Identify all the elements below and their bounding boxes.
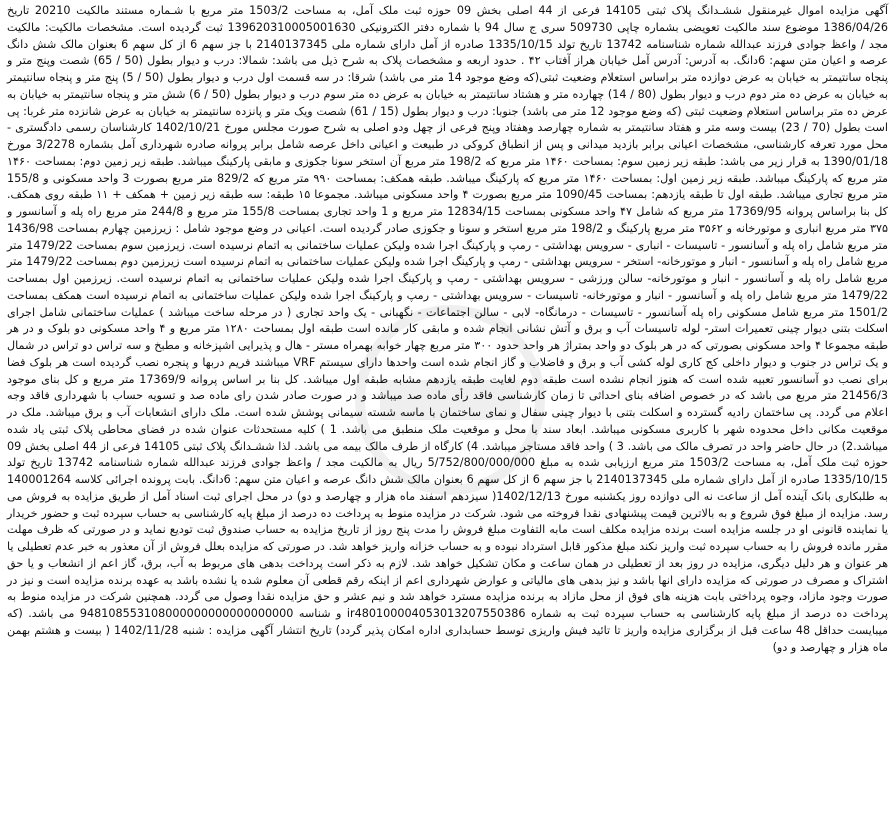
auction-notice: [5, 3, 890, 828]
notice-body: آگهی مزایده اموال غیرمنقول ششـدانگ پلاک ثبتی 14105 فرعی از 44 اصلی بخش 09 حوزه ثبت ملک آمل، به مساحت 1503/2 متر مربع با شـماره مستند مالکیت 20210 تاریخ 1386/04/26 موضوع سند مالکیت تعویضی بشماره چاپی 509730 سری ج سال 94 با شماره دفتر الکترونیکی 139620310005001630 ثبت گردیده است. مشخصات مالکیت: مالکیت مجد / واعظ جوادی فرزند عبدالله شماره شناسنامه 13742 تاریخ تولد 1335/10/15 صادره از آمل دارای شماره ملی 2140137345 با جز سهم 6 از کل سهم 6 بعنوان مالک شش دانگ عرصه و اعیان متن سهم: 6دانگ. به آدرس: آدرس آمل خیابان هراز آفتاب ۴۲ . حدود اربعه و مشخصات پلاک به شرح ذیل می باشد: شمالا: درب و دیوار بطول (50 / 65) شصت وپنج متر و پنجاه سانتیمتر به خیابان به عرض دوازده متر براساس استعلام وضعیت ثبتی(که وضع موجود 14 متر می باشد) شرقا: در سه قسمت اول درب و دیوار بطول (50 / 5) پنج متر و پنجاه سانتیمتر به خیابان به عرض ده متر دوم درب و دیوار بطول (80 / 14) چهارده متر و هشتاد سانتیمتر به خیابان به عرض ده متر سوم درب و دیوار بطول (50 / 6) شش متر و پنجاه سانتیمتر به خیابان به عرض ده متر براساس استعلام وضعیت ثبتی (که وضع موجود 12 متر می باشد) جنوبا: درب و دیوار بطول (15 / 61) شصت ویک متر و پانزده سانتیمتر به خیابان به عرض شانزده متر غربا: پی است بطول (70 / 23) بیست وسه متر و هفتاد سانتیمتر به شماره چهارصد وهفتاد وپنج فرعی از چهل ودو اصلی به شرح صورت مجلس مورخ 1402/10/21 کارشناسان رسمی دادگستری - محل مورد تعرفه کارشناسی، مشخصات اعیانی برابر بازدید میدانی و پس از انطباق کروکی در طبیعت و اعیانی داخل عرصه شامل برابر پروانه صادره شهرداری آمل بشماره 3/2278 مورخ 1390/01/18 به قرار زیر می باشد: طبقه زیر زمین سوم: بمساحت ۱۴۶۰ متر مربع که 198/2 متر مربع آن استخر سونا جکوزی و مابقی پارکینگ میباشد. طبقه زیر زمین دوم: بمساحت ۱۴۶۰ متر مربع که پارکینگ میباشد. طبقه زیر زمین اول: بمساحت ۱۴۶۰ متر مربع که پارکینگ میباشد. طبقه همکف: بمساحت ۹۹۰ متر مربع که 829/2 متر مربع بصورت 3 واحد مسکونی و 155/8 متر مربع تجاری میباشد. طبقه اول تا طبقه یازدهم: بمساحت 1090/45 متر مربع بصورت ۴ واحد مسکونی میباشد. مجموعا ۱۵ طبقه: سه طبقه زیر زمین + همکف + ۱۱ طبقه روی همکف. کل بنا براساس پروانه 17369/95 متر مربع که شامل ۴۷ واحد مسکونی بمساحت 12834/15 متر مربع و 1 واحد تجاری بمساحت 155/8 متر مربع و 244/8 متر مربع راه پله و آسانسور و ۳۷۵ متر مربع انباری و موتورخانه و ۳۵۶۲ متر مربع پارکینگ و 198/2 متر مربع استخر و سونا و جکوزی صادر گردیده است. اعیانی در وضع موجود شامل : زیرزمین چهارم بمساحت 1436/98 متر مربع شامل راه پله و آسانسور - تاسیسات - انباری - سرویس بهداشتی - رمپ و پارکینگ اجرا شده ولیکن عملیات ساختمانی به اتمام نرسیده است. زیرزمین سوم بمساحت 1479/22 متر مربع شامل راه پله و آسانسور - انبار و موتورخانه- استخر - سرویس بهداشتی - رمپ و پارکینگ اجرا شده ولیکن عملیات ساختمانی به اتمام نرسیده است زیرزمین دوم بمساحت 1479/22 متر مربع شامل راه پله و آسانسور - انبار و موتورخانه- سالن ورزشی - سرویس بهداشتی - رمپ و پارکینگ اجرا شده ولیکن عملیات ساختمانی به اتمام نرسیده است. زیرزمین اول بمساحت 1479/22 متر مربع شامل راه پله و آسانسور - انبار و موتورخانه- تاسیسات - سرویس بهداشتی - رمپ و پارکینگ اجرا شده ولیکن عملیات ساختمانی به اتمام نرسیده است همکف بمساحت 1501/2 متر مربع شامل مسکونی راه پله آسانسور - تاسیسات - درمانگاه- لابی - سالن اجتماعات - نگهبانی - یک واحد تجاری ( در مرحله ساخت میباشد ) عملیات ساختمانی شامل اجرای اسکلت بتنی دیوار چینی تعمیرات استر- لوله تاسیسات آب و برق و آتش نشانی انجام شده و مابقی کار مانده است طبقه اول بمساحت ۱۲۸۰ متر مربع و ۴ واحد مسکونی دو بلوک و در هر طبقه مجموعا ۴ واحد مسکونی بصورتی که در هر بلوک دو واحد بمتراژ هر واحد حدود ۳۰۰ متر مربع چهار خوابه بهمراه مستر - هال و پذیرایی اشپزخانه و مطبخ و سه تراس دو تراس در شمال و یک تراس در جنوب و دیوار داخلی کج کاری لوله کشی آب و برق و فاضلاب و گاز انجام شده است واحدها دارای سیستم VRF میباشند فریم دربها و پنجره نصب گردیده است هر بلوک فضا برای نصب دو آسانسور تعبیه شده است که هنوز انجام نشده است طبقه دوم لغایت طبقه یازدهم مشابه طبقه اول میباشد. کل بنا بر اساس پروانه 17369/9 متر مربع و کل بنای موجود 21456/3 متر مربع می باشد که در خصوص اضافه بنای احداثی تا زمان کارشناسی فاقد رأی ماده صد میباشد و در صورت صادر شدن رای ماده صد و تسویه حساب با شهرداری فاقد وجه اعلام می گردد. پی ساختمان راديه گسترده و اسکلت بتنی با دیوار چینی سفال و نمای ساختمان با ماسه شسته سیمانی پوشش شده است. ملک دارای انشعابات آب و برق میباشد. ملک در موقعیت مکانی داخل محدوده شهر با کاربری مسکونی میباشد. ابعاد سند با محل و موقعیت ملک منطبق می باشد. 1 ) کلیه مستحدثات عنوان شده در فضای محاطی پلاک ثبتی یاد شده میباشد.2) در حال حاضر واحد در تصرف مالک می باشد. 3 ) واحد فاقد مستاجر میباشد. 4) کارگاه از طرف مالک بیمه می باشد. لذا ششـدانگ پلاک ثبتی 14105 فرعی از 44 اصلی بخش 09 حوزه ثبت ملک آمل، به مساحت 1503/2 متر مربع ارزیابی شده به مبلغ 5/752/800/000/000 ریال به مالکیت مجد / واعظ جوادی فرزند عبدالله شماره شناسنامه 13742 تاریخ تولد 1335/10/15 صادره از آمل دارای شماره ملی 2140137345 با جز سهم 6 از کل سهم 6 بعنوان مالک شش دانگ عرصه و اعیان متن سهم: 6دانگ. بابت پرونده اجرائی کلاسه 140001264 به طلبکاری بانک آینده آمل از ساعت نه الی دوازده روز یکشنبه مورخ 1402/12/13( سیزدهم اسفند ماه هزار و چهارصد و دو) در محل اجرای ثبت اسناد آمل از طریق مزایده به فروش می رسد. مزایده از مبلغ فوق شروع و به بالاترین قیمت پیشنهادی نقدا فروخته می شود. شرکت در مزایده منوط به پرداخت ده درصد از مبلغ پایه کارشناسی به حساب سپرده ثبت و حضور خریدار یا نماینده قانونی او در جلسه مزایده است برنده مزایده مکلف است مابه التفاوت مبلغ فروش را مدت پنج روز از تاریخ مزایده به حساب صندوق ثبت تودیع نماید و در صورتی که ظرف مهلت مقرر مانده فروش را به حساب سپرده ثبت واریز نکند مبلغ مذکور قابل استرداد نبوده و به حساب خزانه واریز خواهد شد. در صورتی که مزایده بعلل فروش از آن معذور به خبر عدم تعطیلی یا هر عنوان و هر دلیل دیگری، مزایده در روز بعد از تعطیلی در همان ساعت و مکان تشکیل خواهد شد. لازم به ذکر است پرداخت بدهی های مربوط به آب، برق، گاز اعم از انشعاب و یا حق اشتراک و مصرف در صورتی که مزایده دارای انها باشد و نیز بدهی های مالیاتی و عوارض شهرداری اعم از اینکه رقم قطعی آن معلوم شده یا نشده باشد به عهده برنده مزایده است و نیز در صورت وجود مازاد، وجوه پرداختی بابت هزینه های فوق از محل مازاد به برنده مزایده مسترد خواهد شد و نیم عشر و حق مزایده نقدا وصول می گردد. همچنین شرکت در مزایده منوط به پرداخت ده درصد از مبلغ پایه کارشناسی به حساب سپرده ثبت به شماره ir480100004053013207550386 و شناسه 948108553108000000000000000000 می باشد. (که میبایست حداقل 48 ساعت قبل از برگزاری مزایده واریز تا تائید فیش واریزی توسط حسابداری اداره امکان پذیر گردد) تاریخ انتشار آگهی مزایده : شنبه 1402/11/28 ( بیست و هشتم بهمن ماه هزار و چهارصد و دو): [7, 4, 889, 654]
